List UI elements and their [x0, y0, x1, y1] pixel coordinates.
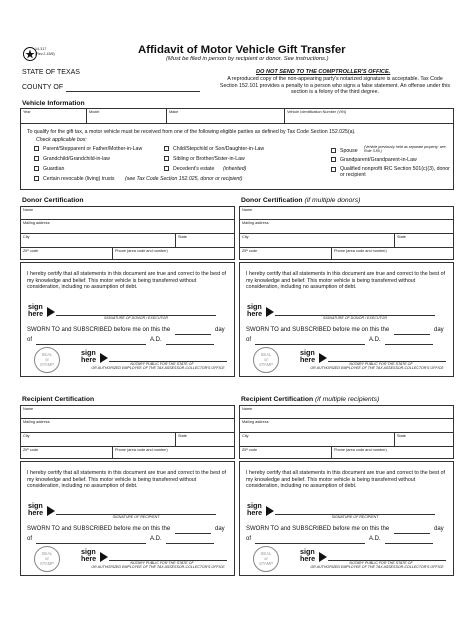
recipient-sign-word: sign: [28, 501, 43, 510]
checkbox-decedent[interactable]: [164, 166, 169, 171]
donor2-ad-label: A.D.: [369, 337, 381, 343]
recipient-of-label: of: [27, 536, 33, 542]
recipient-seal: [34, 546, 60, 572]
donor2-year-field[interactable]: [385, 344, 433, 345]
donor-notary-label-2: OR AUTHORIZED EMPLOYEE OF THE TAX ASSESSOR-COLLECTOR'S OFFICE: [91, 366, 225, 370]
recipient2-seal-mid: or: [264, 556, 268, 561]
checkbox-trust[interactable]: [34, 176, 39, 181]
recipient-month-field[interactable]: [36, 543, 146, 544]
recipient-heading-text: Recipient Certification: [22, 396, 95, 403]
vin-label: Vehicle Identification Number (VIN): [287, 110, 347, 114]
recipient2-notary-label-2: OR AUTHORIZED EMPLOYEE OF THE TAX ASSESSOR-COLLECTOR'S OFFICE: [310, 565, 444, 569]
recipient2-zip-label: ZIP code: [242, 448, 258, 452]
spouse-note: (Vehicle previously held as separate property; see Rule 3.80.): [364, 145, 446, 154]
checkbox-child[interactable]: [164, 146, 169, 151]
donor-notary-sign-word: sign: [81, 348, 96, 357]
donor-here-word: here: [28, 309, 44, 318]
donor-ad-label: A.D.: [150, 337, 162, 343]
donor2-here-word: here: [247, 309, 263, 318]
option-trust: Certain revocable (living) trusts: [43, 176, 115, 182]
donor2-day-field[interactable]: [394, 334, 430, 335]
arrow-right-icon: [47, 506, 55, 516]
recipient2-phone-label: Phone (area code and number): [334, 448, 387, 452]
recipient2-name-field[interactable]: [241, 411, 452, 418]
county-field[interactable]: [66, 91, 200, 92]
recipient2-signature-label: SIGNATURE OF RECIPIENT: [331, 515, 379, 519]
donor2-phone-label: Phone (area code and number): [334, 249, 387, 253]
recipient-certify-text: I hereby certify that all statements in this document are true and correct to the best of my knowledge and belief. This motor vehicle is being transferred without consideration, including no assumption of debt.: [27, 470, 227, 490]
form-rev: (Rev.2-15/6): [35, 52, 55, 56]
recipient2-notary-here-word: here: [300, 554, 316, 563]
donor2-notary-sign-here: [300, 349, 315, 363]
donor2-seal-bot: STAMP: [258, 362, 274, 367]
model-label: Model: [89, 110, 100, 114]
option-grandparent: Grandparent/Grandparent-in-Law: [340, 157, 417, 163]
donor2-mailing-field[interactable]: [241, 225, 452, 232]
recipient2-certify-text: I hereby certify that all statements in this document are true and correct to the best of my knowledge and belief. This motor vehicle is being transferred without consideration, including no assumption of debt.: [246, 470, 446, 490]
checkbox-nonprofit[interactable]: [331, 167, 336, 172]
donor-mailing-field[interactable]: [22, 225, 233, 232]
recipient2-city-label: City: [242, 434, 249, 438]
state-label: STATE OF TEXAS: [22, 69, 80, 76]
recipient-notary-label-2: OR AUTHORIZED EMPLOYEE OF THE TAX ASSESSOR-COLLECTOR'S OFFICE: [91, 565, 225, 569]
donor2-signature-label: SIGNATURE OF DONOR / EXECUTOR: [323, 316, 387, 320]
recipient2-ad-label: A.D.: [369, 536, 381, 542]
donor-sworn-text: SWORN TO and SUBSCRIBED before me on this the: [27, 327, 171, 333]
donor-seal-top: SEAL: [41, 352, 53, 357]
notice-text: A reproduced copy of the non-appearing party's notarized signature is acceptable. Tax Code Section 152.101 provides a penalty to a person who signs a false statement. An offense under this section is a felony of the third degree.: [219, 76, 451, 96]
donor-certify-text: I hereby certify that all statements in this document are true and correct to the best of my knowledge and belief. This motor vehicle is being transferred without consideration, including no assumption of debt.: [27, 271, 227, 291]
recipient-notary-label-1: NOTARY PUBLIC FOR THE STATE OF: [130, 561, 194, 565]
recipient-ad-label: A.D.: [150, 536, 162, 542]
recipient2-sworn-text: SWORN TO and SUBSCRIBED before me on this the: [246, 526, 390, 532]
recipient-notary-here-word: here: [81, 554, 97, 563]
donor-state-field[interactable]: [177, 239, 233, 246]
donor-state-label: State: [178, 235, 187, 239]
recipient-sign-here: [28, 502, 43, 516]
donor-seal: [34, 347, 60, 373]
donor2-name-field[interactable]: [241, 212, 452, 219]
donor2-state-label: State: [397, 235, 406, 239]
donor-day-field[interactable]: [175, 334, 211, 335]
option-trust-note: (see Tax Code Section 152.025, donor or recipient): [125, 176, 243, 182]
donor-notary-label-1: NOTARY PUBLIC FOR THE STATE OF: [130, 362, 194, 366]
donor-heading-text: Donor Certification: [22, 197, 84, 204]
option-parent: Parent/Stepparent or Father/Mother-in-Law: [43, 146, 143, 152]
donor2-heading: [241, 197, 360, 205]
donor2-name-label: Name: [242, 208, 253, 212]
recipient2-state-field[interactable]: [396, 438, 452, 445]
recipient-seal-bot: STAMP: [39, 561, 55, 566]
recipient2-notary-sign-word: sign: [300, 547, 315, 556]
donor2-notary-label-1: NOTARY PUBLIC FOR THE STATE OF: [349, 362, 413, 366]
recipient2-heading: [241, 396, 379, 404]
qualify-text: To qualify for the gift tax, a motor vehicle must be received from one of the following eligible parties as defined by Tax Code Section 152.025(a).: [27, 129, 356, 135]
recipient2-here-word: here: [247, 508, 263, 517]
donor2-state-field[interactable]: [396, 239, 452, 246]
checkbox-guardian[interactable]: [34, 166, 39, 171]
donor-day-label: day: [215, 327, 225, 333]
recipient-zip-label: ZIP code: [23, 448, 39, 452]
checkbox-grandchild[interactable]: [34, 156, 39, 161]
donor2-sign-here: [247, 303, 262, 317]
option-child: Child/Stepchild or Son/Daughter-in-Law: [173, 146, 265, 152]
donor-zip-field[interactable]: [22, 253, 110, 259]
donor-city-label: City: [23, 235, 30, 239]
recipient-notary-sign-word: sign: [81, 547, 96, 556]
recipient2-phone-field[interactable]: [333, 452, 451, 458]
recipient2-heading-text: Recipient Certification: [241, 396, 314, 403]
recipient2-state-label: State: [397, 434, 406, 438]
donor-mailing-label: Mailing address: [23, 221, 50, 225]
recipient2-day-field[interactable]: [394, 533, 430, 534]
do-not-send: DO NOT SEND TO THE COMPTROLLER'S OFFICE.: [256, 69, 391, 75]
recipient-sworn-text: SWORN TO and SUBSCRIBED before me on this the: [27, 526, 171, 532]
make-field[interactable]: [168, 114, 282, 122]
recipient-name-field[interactable]: [22, 411, 233, 418]
recipient-mailing-label: Mailing address: [23, 420, 50, 424]
recipient-state-field[interactable]: [177, 438, 233, 445]
arrow-right-icon: [266, 506, 274, 516]
donor2-notary-sign-word: sign: [300, 348, 315, 357]
donor2-certify-text: I hereby certify that all statements in this document are true and correct to the best of my knowledge and belief. This motor vehicle is being transferred without consideration, including no assumption of debt.: [246, 271, 446, 291]
arrow-right-icon: [266, 307, 274, 317]
recipient2-seal: [253, 546, 279, 572]
year-field[interactable]: [22, 114, 84, 122]
option-guardian: Guardian: [43, 166, 65, 172]
county-label: COUNTY OF: [22, 84, 64, 91]
option-nonprofit: Qualified nonprofit IRC Section 501(c)(3), donor or recipient: [340, 166, 450, 178]
donor-phone-label: Phone (area code and number): [115, 249, 168, 253]
donor2-city-label: City: [242, 235, 249, 239]
recipient-day-field[interactable]: [175, 533, 211, 534]
recipient-here-word: here: [28, 508, 44, 517]
donor2-seal-top: SEAL: [260, 352, 272, 357]
donor-month-field[interactable]: [36, 344, 146, 345]
option-spouse: Spouse: [340, 148, 358, 154]
donor2-heading-text: Donor Certification: [241, 197, 303, 204]
donor-seal-bot: STAMP: [39, 362, 55, 367]
recipient-city-field[interactable]: [22, 438, 172, 445]
recipient-name-label: Name: [23, 407, 34, 411]
recipient2-month-field[interactable]: [255, 543, 365, 544]
recipient2-sign-word: sign: [247, 501, 262, 510]
checkbox-parent[interactable]: [34, 146, 39, 151]
form-subtitle: (Must be filed in person by recipient or donor. See instructions.): [166, 56, 329, 62]
donor-signature-label: SIGNATURE OF DONOR / EXECUTOR: [104, 316, 168, 320]
donor2-heading-extra: (if multiple donors): [304, 197, 361, 204]
recipient-heading: [22, 396, 94, 404]
recipient2-seal-bot: STAMP: [258, 561, 274, 566]
arrow-right-icon: [47, 307, 55, 317]
donor-name-field[interactable]: [22, 212, 233, 219]
vin-field[interactable]: [286, 114, 452, 122]
recipient2-zip-field[interactable]: [241, 452, 329, 458]
donor2-seal: [253, 347, 279, 373]
recipient-zip-field[interactable]: [22, 452, 110, 458]
recipient2-sign-here: [247, 502, 262, 516]
recipient-year-field[interactable]: [166, 543, 214, 544]
form-number: 14-317: [35, 47, 47, 51]
donor-heading: [22, 197, 84, 205]
option-decedent: Decedent's estate: [173, 166, 215, 172]
model-field[interactable]: [88, 114, 164, 122]
donor2-sign-word: sign: [247, 302, 262, 311]
recipient2-mailing-label: Mailing address: [242, 420, 269, 424]
donor2-phone-field[interactable]: [333, 253, 451, 259]
option-sibling: Sibling or Brother/Sister-in-Law: [173, 156, 245, 162]
donor2-city-field[interactable]: [241, 239, 391, 246]
donor2-notary-here-word: here: [300, 355, 316, 364]
recipient-state-label: State: [178, 434, 187, 438]
recipient-city-label: City: [23, 434, 30, 438]
recipient-notary-sign-here: [81, 548, 96, 562]
vehicle-heading: Vehicle Information: [22, 100, 85, 107]
option-grandchild: Grandchild/Grandchild-in-law: [43, 156, 110, 162]
donor2-sworn-text: SWORN TO and SUBSCRIBED before me on this the: [246, 327, 390, 333]
donor-name-label: Name: [23, 208, 34, 212]
recipient2-city-field[interactable]: [241, 438, 391, 445]
donor-sign-word: sign: [28, 302, 43, 311]
donor2-seal-mid: or: [264, 357, 268, 362]
recipient-seal-mid: or: [45, 556, 49, 561]
recipient2-day-label: day: [434, 526, 444, 532]
donor2-mailing-label: Mailing address: [242, 221, 269, 225]
donor-sign-here: [28, 303, 43, 317]
donor2-zip-label: ZIP code: [242, 249, 258, 253]
make-label: Make: [169, 110, 179, 114]
recipient-day-label: day: [215, 526, 225, 532]
recipient2-seal-top: SEAL: [260, 551, 272, 556]
year-label: Year: [23, 110, 31, 114]
donor-phone-field[interactable]: [114, 253, 232, 259]
donor-zip-label: ZIP code: [23, 249, 39, 253]
recipient-phone-field[interactable]: [114, 452, 232, 458]
checkbox-spouse[interactable]: [331, 148, 336, 153]
checkbox-grandparent[interactable]: [331, 157, 336, 162]
donor-year-field[interactable]: [166, 344, 214, 345]
donor-of-label: of: [27, 337, 33, 343]
recipient-phone-label: Phone (area code and number): [115, 448, 168, 452]
donor-city-field[interactable]: [22, 239, 172, 246]
recipient2-notary-sign-here: [300, 548, 315, 562]
checkbox-sibling[interactable]: [164, 156, 169, 161]
recipient-seal-top: SEAL: [41, 551, 53, 556]
donor2-of-label: of: [246, 337, 252, 343]
recipient2-heading-extra: (if multiple recipients): [315, 396, 380, 403]
donor-notary-sign-here: [81, 349, 96, 363]
recipient-mailing-field[interactable]: [22, 424, 233, 431]
recipient2-notary-label-1: NOTARY PUBLIC FOR THE STATE OF: [349, 561, 413, 565]
donor-seal-mid: or: [45, 357, 49, 362]
option-decedent-note: (inherited): [223, 166, 247, 172]
recipient2-name-label: Name: [242, 407, 253, 411]
check-label: Check applicable box:: [36, 137, 87, 143]
donor-notary-here-word: here: [81, 355, 97, 364]
donor2-zip-field[interactable]: [241, 253, 329, 259]
donor2-notary-label-2: OR AUTHORIZED EMPLOYEE OF THE TAX ASSESSOR-COLLECTOR'S OFFICE: [310, 366, 444, 370]
recipient-signature-label: SIGNATURE OF RECIPIENT: [112, 515, 160, 519]
donor2-month-field[interactable]: [255, 344, 365, 345]
form-title: Affidavit of Motor Vehicle Gift Transfer: [138, 44, 346, 56]
donor2-day-label: day: [434, 327, 444, 333]
recipient2-year-field[interactable]: [385, 543, 433, 544]
recipient2-of-label: of: [246, 536, 252, 542]
recipient2-mailing-field[interactable]: [241, 424, 452, 431]
